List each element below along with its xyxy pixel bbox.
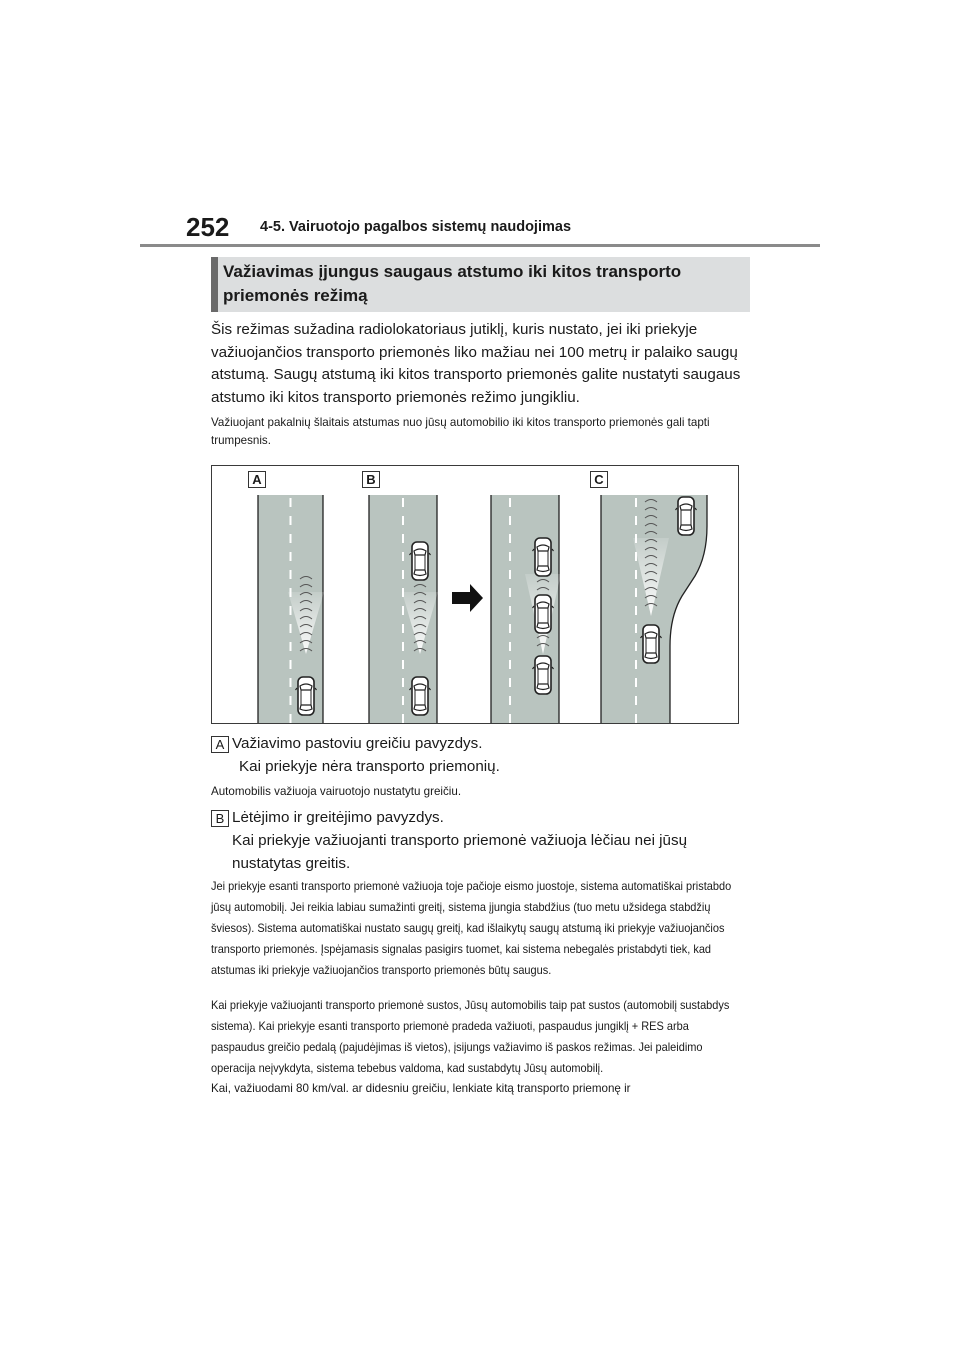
road-c <box>601 495 707 723</box>
item-a-sub: Automobilis važiuoja vairuotojo nustatytu greičiu. <box>211 785 462 798</box>
item-a-box: A <box>211 736 229 753</box>
paragraph-b1: Jei priekyje esanti transporto priemonė važiuoja toje pačioje eismo juostoje, sistema automatiškai pristabdo jūsų automobilį. Jei reikia labiau sumažinti greitį, sistema įjungia stabdžius (tuo metu užsidega stabdžių šviesos). Sistema automatiškai nustato saugų greitį, kad išlaikytų saugų atstumą iki priekyje važiuojančios transporto priemonės. Įspėjamasis signalas pasigirs tuomet, kai sistema nebegalės pristabdyti tiek, kad atstumas iki priekyje važiuojančios transporto priemonės būtų saugus. <box>211 879 732 977</box>
figure-label-b: B <box>362 471 380 488</box>
figure-label-a: A <box>248 471 266 488</box>
note-paragraph: Važiuojant pakalnių šlaitais atstumas nuo jūsų automobilio iki kitos transporto priemonės gali tapti trumpesnis. <box>211 416 710 447</box>
figure-label-c: C <box>590 471 608 488</box>
item-b-line1: Lėtėjimo ir greitėjimo pavyzdys. <box>232 809 444 826</box>
item-b-line2: Kai priekyje važiuojanti transporto priemonė važiuoja lėčiau nei jūsų nustatytas greitis. <box>232 832 688 872</box>
road-b <box>369 495 438 723</box>
paragraph-b2: Kai priekyje važiuojanti transporto priemonė sustos, Jūsų automobilis taip pat sustos (automobilį sustabdys sistema). Kai priekyje esanti transporto priemonė pradeda važiuoti, paspaudus jungiklį + RES arba paspaudus greičio pedalą (pajudėjimas iš vietos), įsijungs važiavimo iš paskos režimas. Jei paleidimo operacija neįvykdyta, sistema tebebus valdoma, kad sustabdytų Jūsų automobilį. <box>211 998 730 1075</box>
paragraph-last: Kai, važiuodami 80 km/val. ar didesniu greičiu, lenkiate kitą transporto priemonę ir <box>211 1082 631 1095</box>
item-b-box: B <box>211 810 229 827</box>
traffic-diagram <box>212 466 738 723</box>
road-b2 <box>491 495 561 723</box>
arrow-icon <box>452 584 483 612</box>
page-number: 252 <box>186 212 230 242</box>
heading-text: Važiavimas įjungus saugaus atstumo iki kitos transporto priemonės režimą <box>223 262 682 305</box>
heading-bar <box>211 257 218 312</box>
figure <box>211 465 739 724</box>
header-rule <box>140 244 820 247</box>
heading-box <box>211 257 750 312</box>
intro-paragraph: Šis režimas sužadina radiolokatoriaus jutiklį, kuris nustato, jei iki priekyje važiuojančios transporto priemonės liko mažiau nei 100 metrų ir palaiko saugų atstumą. Saugų atstumą iki kitos transporto priemonės galite nustatyti saugaus atstumo iki kitos transporto priemonės režimo jungikliu. <box>211 321 741 406</box>
item-a-line2: Kai priekyje nėra transporto priemonių. <box>239 758 500 775</box>
item-a-line1: Važiavimo pastoviu greičiu pavyzdys. <box>232 735 483 752</box>
road-a <box>258 495 324 723</box>
section-title: 4-5. Vairuotojo pagalbos sistemų naudojimas <box>260 219 572 235</box>
